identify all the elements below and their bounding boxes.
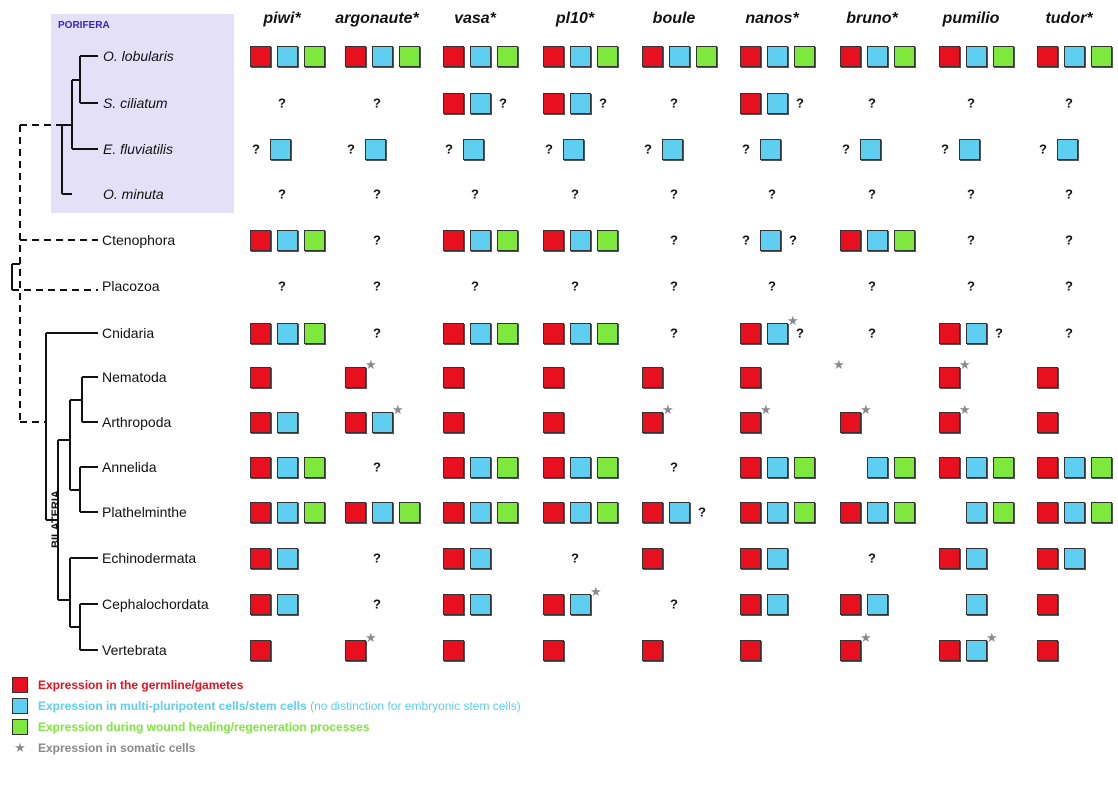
germline-square <box>345 640 366 661</box>
stem-cell-square <box>570 93 591 114</box>
legend-item <box>12 674 243 696</box>
unknown-mark: ? <box>373 459 381 475</box>
germline-square <box>543 367 564 388</box>
somatic-star-icon: ★ <box>392 402 404 417</box>
germline-square <box>543 640 564 661</box>
unknown-mark: ? <box>768 278 776 294</box>
unknown-mark: ? <box>1065 95 1073 111</box>
germline-square <box>1037 412 1058 433</box>
unknown-mark: ? <box>445 141 453 157</box>
stem-cell-square <box>867 457 888 478</box>
legend-swatch <box>12 698 28 714</box>
unknown-mark: ? <box>670 95 678 111</box>
germline-square <box>443 502 464 523</box>
germline-square <box>543 323 564 344</box>
taxon-label: Vertebrata <box>102 642 167 658</box>
germline-square <box>740 548 761 569</box>
germline-square <box>543 230 564 251</box>
germline-square <box>345 412 366 433</box>
stem-cell-square <box>767 548 788 569</box>
unknown-mark: ? <box>599 95 607 111</box>
germline-square <box>1037 594 1058 615</box>
regeneration-square <box>794 46 815 67</box>
germline-square <box>443 46 464 67</box>
gene-header: vasa* <box>454 10 496 27</box>
stem-cell-square <box>277 230 298 251</box>
unknown-mark: ? <box>796 95 804 111</box>
stem-cell-square <box>570 502 591 523</box>
regeneration-square <box>696 46 717 67</box>
stem-cell-square <box>760 230 781 251</box>
germline-square <box>840 594 861 615</box>
regeneration-square <box>993 457 1014 478</box>
gene-header: tudor* <box>1045 10 1093 27</box>
germline-square <box>740 46 761 67</box>
germline-square <box>939 412 960 433</box>
unknown-mark: ? <box>868 278 876 294</box>
somatic-star-icon: ★ <box>860 630 872 645</box>
stem-cell-square <box>570 457 591 478</box>
germline-square <box>443 548 464 569</box>
legend-label: Expression in the germline/gametes <box>38 678 244 692</box>
unknown-mark: ? <box>1065 325 1073 341</box>
unknown-mark: ? <box>670 232 678 248</box>
stem-cell-square <box>867 230 888 251</box>
stem-cell-square <box>270 139 291 160</box>
unknown-mark: ? <box>670 278 678 294</box>
stem-cell-square <box>767 502 788 523</box>
unknown-mark: ? <box>796 325 804 341</box>
gene-header: argonaute* <box>335 10 419 27</box>
stem-cell-square <box>470 323 491 344</box>
stem-cell-square <box>470 230 491 251</box>
unknown-mark: ? <box>1039 141 1047 157</box>
germline-square <box>939 323 960 344</box>
regeneration-square <box>497 46 518 67</box>
stem-cell-square <box>966 502 987 523</box>
unknown-mark: ? <box>995 325 1003 341</box>
regeneration-square <box>399 46 420 67</box>
gene-header: pl10* <box>555 10 595 27</box>
germline-square <box>740 594 761 615</box>
germline-square <box>443 594 464 615</box>
regeneration-square <box>597 46 618 67</box>
germline-square <box>443 640 464 661</box>
germline-square <box>740 367 761 388</box>
unknown-mark: ? <box>1065 232 1073 248</box>
unknown-mark: ? <box>967 278 975 294</box>
unknown-mark: ? <box>571 550 579 566</box>
stem-cell-square <box>966 548 987 569</box>
unknown-mark: ? <box>670 596 678 612</box>
germline-square <box>740 457 761 478</box>
stem-cell-square <box>277 502 298 523</box>
gene-header: nanos* <box>745 10 799 27</box>
unknown-mark: ? <box>941 141 949 157</box>
germline-square <box>250 323 271 344</box>
stem-cell-square <box>570 230 591 251</box>
unknown-mark: ? <box>670 186 678 202</box>
stem-cell-square <box>767 46 788 67</box>
taxon-label: Placozoa <box>102 278 160 294</box>
stem-cell-square <box>372 46 393 67</box>
germline-square <box>740 640 761 661</box>
germline-square <box>642 367 663 388</box>
legend-swatch <box>12 677 28 693</box>
unknown-mark: ? <box>373 95 381 111</box>
unknown-mark: ? <box>967 95 975 111</box>
germline-square <box>443 230 464 251</box>
stem-cell-square <box>767 323 788 344</box>
legend-note: (no distinction for embryonic stem cells) <box>306 699 521 713</box>
stem-cell-square <box>860 139 881 160</box>
stem-cell-square <box>1064 548 1085 569</box>
stem-cell-square <box>570 323 591 344</box>
stem-cell-square <box>563 139 584 160</box>
stem-cell-square <box>277 323 298 344</box>
regeneration-square <box>894 46 915 67</box>
germline-square <box>250 502 271 523</box>
stem-cell-square <box>470 594 491 615</box>
unknown-mark: ? <box>967 186 975 202</box>
taxon-label: Cnidaria <box>102 325 155 341</box>
germline-square <box>543 46 564 67</box>
germline-square <box>939 367 960 388</box>
stem-cell-square <box>470 46 491 67</box>
germline-square <box>345 46 366 67</box>
stem-cell-square <box>463 139 484 160</box>
regeneration-square <box>597 230 618 251</box>
germline-square <box>1037 548 1058 569</box>
regeneration-square <box>304 457 325 478</box>
unknown-mark: ? <box>698 504 706 520</box>
stem-cell-square <box>966 457 987 478</box>
stem-cell-square <box>570 46 591 67</box>
unknown-mark: ? <box>742 232 750 248</box>
germline-square <box>543 457 564 478</box>
unknown-mark: ? <box>868 550 876 566</box>
regeneration-square <box>894 457 915 478</box>
unknown-mark: ? <box>1065 186 1073 202</box>
regeneration-square <box>993 502 1014 523</box>
regeneration-square <box>597 323 618 344</box>
germline-square <box>642 46 663 67</box>
unknown-mark: ? <box>278 95 286 111</box>
stem-cell-square <box>966 46 987 67</box>
germline-square <box>543 93 564 114</box>
germline-square <box>840 640 861 661</box>
germline-square <box>543 412 564 433</box>
somatic-star-icon: ★ <box>860 402 872 417</box>
stem-cell-square <box>966 323 987 344</box>
stem-cell-square <box>1064 502 1085 523</box>
regeneration-square <box>304 230 325 251</box>
regeneration-square <box>597 502 618 523</box>
germline-square <box>1037 367 1058 388</box>
germline-square <box>1037 46 1058 67</box>
germline-square <box>939 640 960 661</box>
germline-square <box>250 230 271 251</box>
taxon-label: Ctenophora <box>102 232 176 248</box>
regeneration-square <box>1091 46 1112 67</box>
unknown-mark: ? <box>373 325 381 341</box>
stem-cell-square <box>669 502 690 523</box>
gene-header: piwi* <box>263 10 301 27</box>
regeneration-square <box>304 323 325 344</box>
stem-cell-square <box>1064 46 1085 67</box>
germline-square <box>1037 502 1058 523</box>
stem-cell-square <box>767 594 788 615</box>
regeneration-square <box>399 502 420 523</box>
taxon-label: S. ciliatum <box>103 95 168 111</box>
unknown-mark: ? <box>868 95 876 111</box>
germline-square <box>642 548 663 569</box>
stem-cell-square <box>470 502 491 523</box>
regeneration-square <box>304 502 325 523</box>
germline-square <box>642 412 663 433</box>
legend-text <box>38 678 243 692</box>
somatic-star-icon: ★ <box>365 357 377 372</box>
stem-cell-square <box>767 93 788 114</box>
unknown-mark: ? <box>768 186 776 202</box>
regeneration-square <box>497 230 518 251</box>
gene-header: pumilio <box>942 10 1000 27</box>
stem-cell-square <box>470 93 491 114</box>
unknown-mark: ? <box>278 278 286 294</box>
germline-square <box>443 457 464 478</box>
taxon-label: Nematoda <box>102 369 167 385</box>
germline-square <box>250 412 271 433</box>
germline-square <box>250 640 271 661</box>
germline-square <box>543 502 564 523</box>
taxon-label: Plathelminthe <box>102 504 187 520</box>
germline-square <box>345 367 366 388</box>
stem-cell-square <box>867 594 888 615</box>
unknown-mark: ? <box>789 232 797 248</box>
stem-cell-square <box>662 139 683 160</box>
stem-cell-square <box>365 139 386 160</box>
unknown-mark: ? <box>571 278 579 294</box>
unknown-mark: ? <box>1065 278 1073 294</box>
taxon-label: Echinodermata <box>102 550 197 566</box>
stem-cell-square <box>959 139 980 160</box>
germline-square <box>443 367 464 388</box>
stem-cell-square <box>867 502 888 523</box>
germline-square <box>642 640 663 661</box>
germline-square <box>740 323 761 344</box>
unknown-mark: ? <box>868 186 876 202</box>
stem-cell-square <box>277 457 298 478</box>
stem-cell-square <box>966 640 987 661</box>
unknown-mark: ? <box>347 141 355 157</box>
germline-square <box>840 46 861 67</box>
stem-cell-square <box>277 594 298 615</box>
unknown-mark: ? <box>545 141 553 157</box>
regeneration-square <box>304 46 325 67</box>
germline-square <box>443 412 464 433</box>
regeneration-square <box>794 502 815 523</box>
unknown-mark: ? <box>670 459 678 475</box>
unknown-mark: ? <box>471 278 479 294</box>
germline-square <box>840 502 861 523</box>
stem-cell-square <box>767 457 788 478</box>
stem-cell-square <box>372 502 393 523</box>
germline-square <box>250 594 271 615</box>
germline-square <box>443 93 464 114</box>
taxon-label: O. lobularis <box>103 48 174 64</box>
unknown-mark: ? <box>571 186 579 202</box>
legend-label: Expression during wound healing/regeneration processes <box>38 720 370 734</box>
regeneration-square <box>894 230 915 251</box>
germline-square <box>939 548 960 569</box>
stem-cell-square <box>570 594 591 615</box>
gene-header: bruno* <box>846 10 898 27</box>
regeneration-square <box>794 457 815 478</box>
unknown-mark: ? <box>499 95 507 111</box>
taxon-label: Annelida <box>102 459 157 475</box>
unknown-mark: ? <box>842 141 850 157</box>
germline-square <box>443 323 464 344</box>
unknown-mark: ? <box>967 232 975 248</box>
stem-cell-square <box>966 594 987 615</box>
somatic-star-icon: ★ <box>365 630 377 645</box>
legend-item <box>12 716 369 738</box>
somatic-star-icon: ★ <box>986 630 998 645</box>
legend-text <box>38 699 521 713</box>
stem-cell-square <box>760 139 781 160</box>
somatic-star-icon: ★ <box>760 402 772 417</box>
stem-cell-square <box>277 46 298 67</box>
germline-square <box>543 594 564 615</box>
stem-cell-square <box>669 46 690 67</box>
germline-square <box>250 367 271 388</box>
unknown-mark: ? <box>278 186 286 202</box>
regeneration-square <box>497 502 518 523</box>
unknown-mark: ? <box>868 325 876 341</box>
germline-square <box>840 412 861 433</box>
gene-header: boule <box>652 10 696 27</box>
stem-cell-square <box>1064 457 1085 478</box>
regeneration-square <box>993 46 1014 67</box>
stem-cell-square <box>867 46 888 67</box>
germline-square <box>250 46 271 67</box>
unknown-mark: ? <box>373 596 381 612</box>
germline-square <box>740 412 761 433</box>
germline-square <box>250 457 271 478</box>
unknown-mark: ? <box>373 550 381 566</box>
germline-square <box>642 502 663 523</box>
stem-cell-square <box>372 412 393 433</box>
stem-cell-square <box>1057 139 1078 160</box>
unknown-mark: ? <box>252 141 260 157</box>
regeneration-square <box>497 457 518 478</box>
legend-text <box>38 741 195 755</box>
somatic-star-icon: ★ <box>14 740 26 755</box>
taxon-label: O. minuta <box>103 186 164 202</box>
regeneration-square <box>1091 502 1112 523</box>
regeneration-square <box>597 457 618 478</box>
germline-square <box>250 548 271 569</box>
regeneration-square <box>497 323 518 344</box>
unknown-mark: ? <box>373 186 381 202</box>
germline-square <box>740 502 761 523</box>
stem-cell-square <box>277 412 298 433</box>
unknown-mark: ? <box>373 232 381 248</box>
unknown-mark: ? <box>471 186 479 202</box>
germline-square <box>740 93 761 114</box>
legend-item <box>12 737 195 759</box>
legend-text <box>38 720 369 734</box>
germline-square <box>939 46 960 67</box>
bilateria-label: BILATERIA <box>50 490 62 548</box>
somatic-star-icon: ★ <box>787 313 799 328</box>
germline-square <box>1037 640 1058 661</box>
regeneration-square <box>1091 457 1112 478</box>
germline-square <box>840 230 861 251</box>
stem-cell-square <box>470 548 491 569</box>
legend-item <box>12 695 521 717</box>
germline-square <box>1037 457 1058 478</box>
stem-cell-square <box>277 548 298 569</box>
legend-swatch <box>12 719 28 735</box>
taxon-label: E. fluviatilis <box>103 141 174 157</box>
germline-square <box>345 502 366 523</box>
somatic-star-icon: ★ <box>959 402 971 417</box>
unknown-mark: ? <box>373 278 381 294</box>
unknown-mark: ? <box>670 325 678 341</box>
somatic-star-icon: ★ <box>959 357 971 372</box>
regeneration-square <box>894 502 915 523</box>
taxon-label: Cephalochordata <box>102 596 209 612</box>
unknown-mark: ? <box>742 141 750 157</box>
porifera-label: PORIFERA <box>58 20 110 31</box>
somatic-star-icon: ★ <box>833 357 845 372</box>
somatic-star-icon: ★ <box>590 584 602 599</box>
taxon-label: Arthropoda <box>102 414 172 430</box>
stem-cell-square <box>470 457 491 478</box>
unknown-mark: ? <box>644 141 652 157</box>
germline-square <box>939 457 960 478</box>
legend-label: Expression in multi-pluripotent cells/stem cells <box>38 699 307 713</box>
somatic-star-icon: ★ <box>662 402 674 417</box>
legend-label: Expression in somatic cells <box>38 741 196 755</box>
